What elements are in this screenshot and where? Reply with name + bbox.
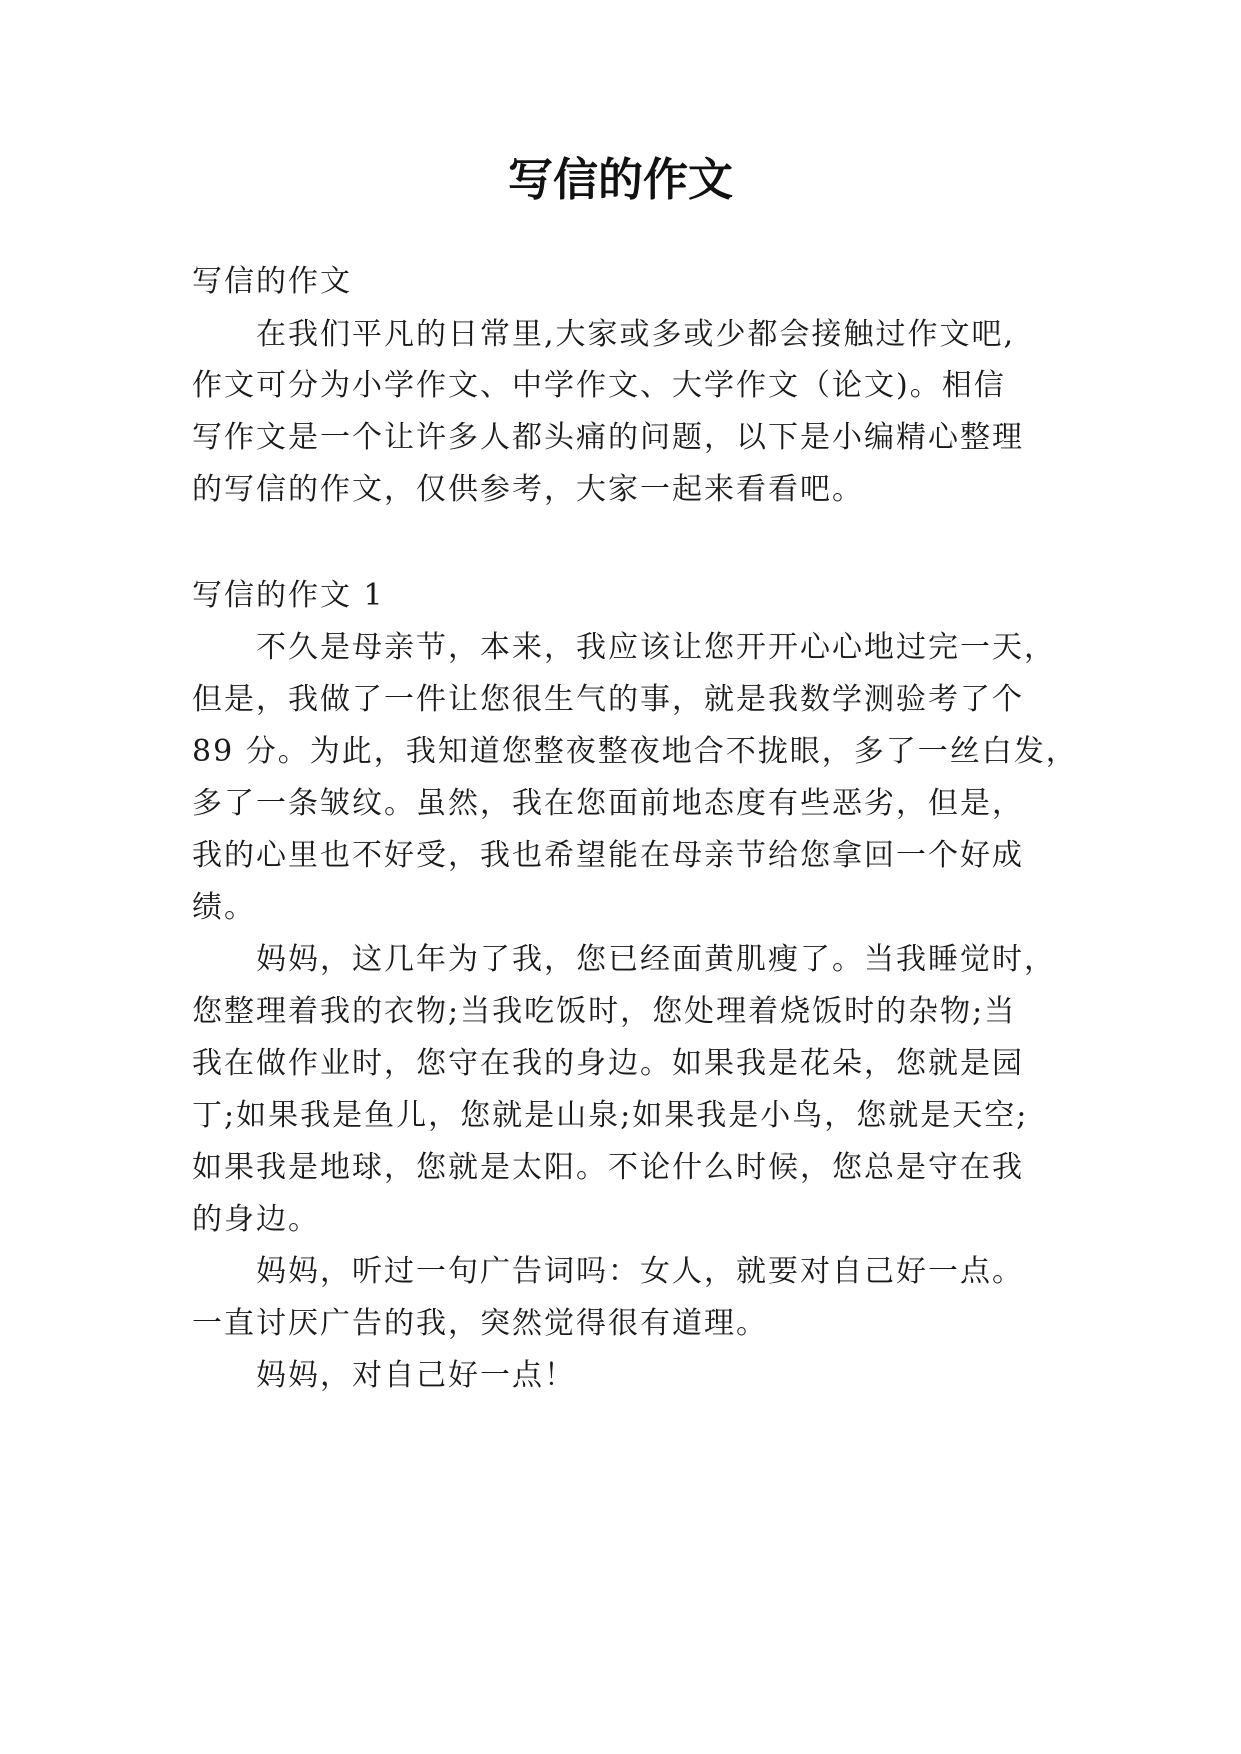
paragraph-line: 作文可分为小学作文、中学作文、大学作文（论文)。相信 <box>192 368 1006 403</box>
paragraph-line: 妈妈，听过一句广告词吗：女人，就要对自己好一点。 <box>256 1254 1024 1289</box>
paragraph-line: 不久是母亲节，本来，我应该让您开开心心地过完一天， <box>256 630 1056 665</box>
section-heading: 写信的作文 <box>192 264 352 299</box>
paragraph-line: 但是，我做了一件让您很生气的事，就是我数学测验考了个 <box>192 682 1024 717</box>
section-heading: 写信的作文 1 <box>192 578 385 613</box>
paragraph-line: 一直讨厌广告的我，突然觉得很有道理。 <box>192 1306 768 1341</box>
paragraph-line: 我的心里也不好受，我也希望能在母亲节给您拿回一个好成 <box>192 838 1024 873</box>
paragraph-line: 妈妈，对自己好一点！ <box>256 1358 576 1393</box>
paragraph-line: 写作文是一个让许多人都头痛的问题，以下是小编精心整理 <box>192 420 1024 455</box>
paragraph-line: 的写信的作文，仅供参考，大家一起来看看吧。 <box>192 472 864 507</box>
paragraph-line: 您整理着我的衣物;当我吃饭时，您处理着烧饭时的杂物;当 <box>192 994 1017 1029</box>
paragraph-line: 在我们平凡的日常里,大家或多或少都会接触过作文吧, <box>256 317 1016 352</box>
document-title: 写信的作文 <box>507 153 733 206</box>
paragraph-line: 如果我是地球，您就是太阳。不论什么时候，您总是守在我 <box>192 1150 1024 1185</box>
paragraph-line: 多了一条皱纹。虽然，我在您面前地态度有些恶劣，但是， <box>192 786 1024 821</box>
paragraph-line: 我在做作业时，您守在我的身边。如果我是花朵，您就是园 <box>192 1046 1024 1081</box>
paragraph-line: 丁;如果我是鱼儿，您就是山泉;如果我是小鸟，您就是天空; <box>192 1098 1029 1133</box>
paragraph-line: 89 分。为此，我知道您整夜整夜地合不拢眼，多了一丝白发， <box>192 734 1078 769</box>
paragraph-line: 绩。 <box>192 890 256 925</box>
paragraph-line: 妈妈，这几年为了我，您已经面黄肌瘦了。当我睡觉时， <box>256 942 1056 977</box>
paragraph-line: 的身边。 <box>192 1202 320 1237</box>
